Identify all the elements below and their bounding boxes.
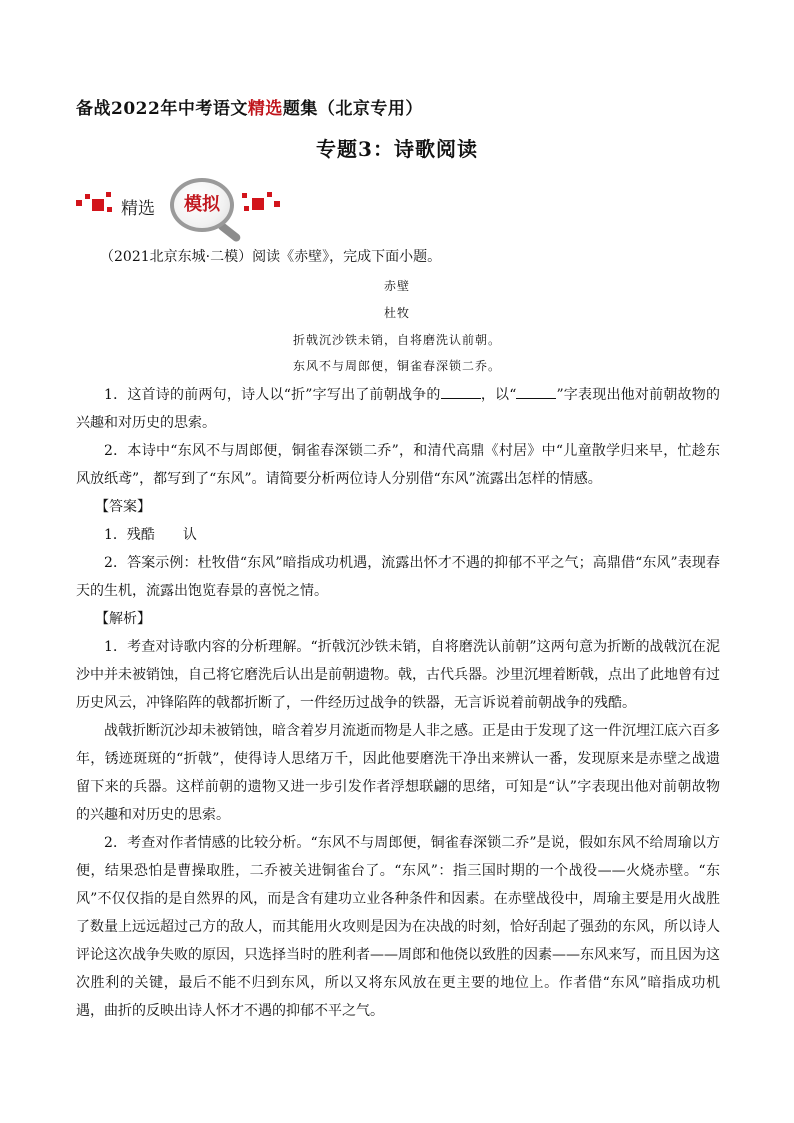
analysis-label: 【解析】 bbox=[95, 611, 151, 627]
analysis-paragraph-1: 1．考查对诗歌内容的分析理解。“折戟沉沙铁未销，自将磨洗认前朝”这两句意为折断的战戟沉在泥沙中并未被销蚀，自己将它磨洗后认出是前朝遗物。戟，古代兵器。沙里沉埋着断戟，点出了此地曾有过历史风云，冲锋陷阵的戟都折断了，一件经历过战争的铁器，无言诉说着前朝战争的残酷。 bbox=[76, 639, 720, 711]
analysis-paragraph-2: 战戟折断沉沙却未被销蚀，暗含着岁月流逝而物是人非之感。正是由于发现了这一件沉埋江底六百多年，锈迹斑斑的“折戟”，使得诗人思绪万千，因此他要磨洗干净出来辨认一番，发现原来是赤壁之战遗留下来的兵器。这样前朝的遗物又进一步引发作者浮想联翩的思绪，可知是“认”字表现出他对前朝故物的兴趣和对历史的思索。 bbox=[76, 723, 720, 823]
header-title-highlight: 精选 bbox=[247, 99, 283, 119]
answer-blank-1 bbox=[441, 384, 481, 399]
answer-blank-2 bbox=[516, 384, 556, 399]
section-title: 专题3：诗歌阅读 bbox=[316, 137, 478, 161]
poem-author: 杜牧 bbox=[383, 306, 410, 320]
answer-label: 【答案】 bbox=[95, 499, 151, 515]
question-intro: （2021北京东城·二模）阅读《赤壁》，完成下面小题。 bbox=[100, 249, 442, 265]
badge-left-text: 精选 bbox=[121, 199, 155, 219]
poem-line-2: 东风不与周郎便，铜雀春深锁二乔。 bbox=[292, 359, 501, 373]
left-square-decoration bbox=[76, 192, 116, 214]
header-title-prefix: 备战2022年中考语文 bbox=[76, 99, 248, 119]
selected-mock-badge bbox=[76, 176, 286, 238]
poem-line-1: 折戟沉沙铁未销，自将磨洗认前朝。 bbox=[292, 333, 501, 347]
analysis-paragraph-3: 2．考查对作者情感的比较分析。“东风不与周郎便，铜雀春深锁二乔”是说，假如东风不给周瑜以方便，结果恐怕是曹操取胜，二乔被关进铜雀台了。“东风”：指三国时期的一个战役——火烧赤壁。“东风”不仅仅指的是自然界的风，而是含有建功立业各种条件和因素。在赤壁战役中，周瑜主要是用火战胜了数量上远远超过己方的敌人，而其能用火攻则是因为在决战的时刻，恰好刮起了强劲的东风，所以诗人评论这次战争失败的原因，只选择当时的胜利者——周郎和他侥以致胜的因素——东风来写，而且因为这次胜利的关键，最后不能不归到东风，所以又将东风放在更主要的地位上。作者借“东风”暗指成功机遇，曲折的反映出诗人怀才不遇的抑郁不平之气。 bbox=[76, 835, 720, 1019]
badge-lens-text: 模拟 bbox=[184, 194, 220, 215]
document-header-title bbox=[76, 94, 423, 119]
poem-title: 赤壁 bbox=[383, 279, 410, 293]
answer-1: 1．残酷 认 bbox=[104, 527, 197, 543]
right-square-decoration bbox=[242, 192, 282, 214]
header-title-suffix: 题集（北京专用） bbox=[282, 99, 423, 119]
question-2: 2．本诗中“东风不与周郎便，铜雀春深锁二乔”，和清代高鼎《村居》中“儿童散学归来早，忙趁东风放纸鸢”，都写到了“东风”。请简要分析两位诗人分别借“东风”流露出怎样的情感。 bbox=[76, 443, 720, 487]
answer-2: 2．答案示例：杜牧借“东风”暗指成功机遇，流露出怀才不遇的抑郁不平之气；高鼎借“东风”表现春天的生机，流露出饱览春景的喜悦之情。 bbox=[76, 555, 720, 599]
question-1: 1．这首诗的前两句，诗人以“折”字写出了前朝战争的 ，以“ ”字表现出他对前朝故物的兴趣和对历史的思索。 bbox=[76, 381, 720, 437]
questions-section bbox=[76, 381, 720, 1025]
